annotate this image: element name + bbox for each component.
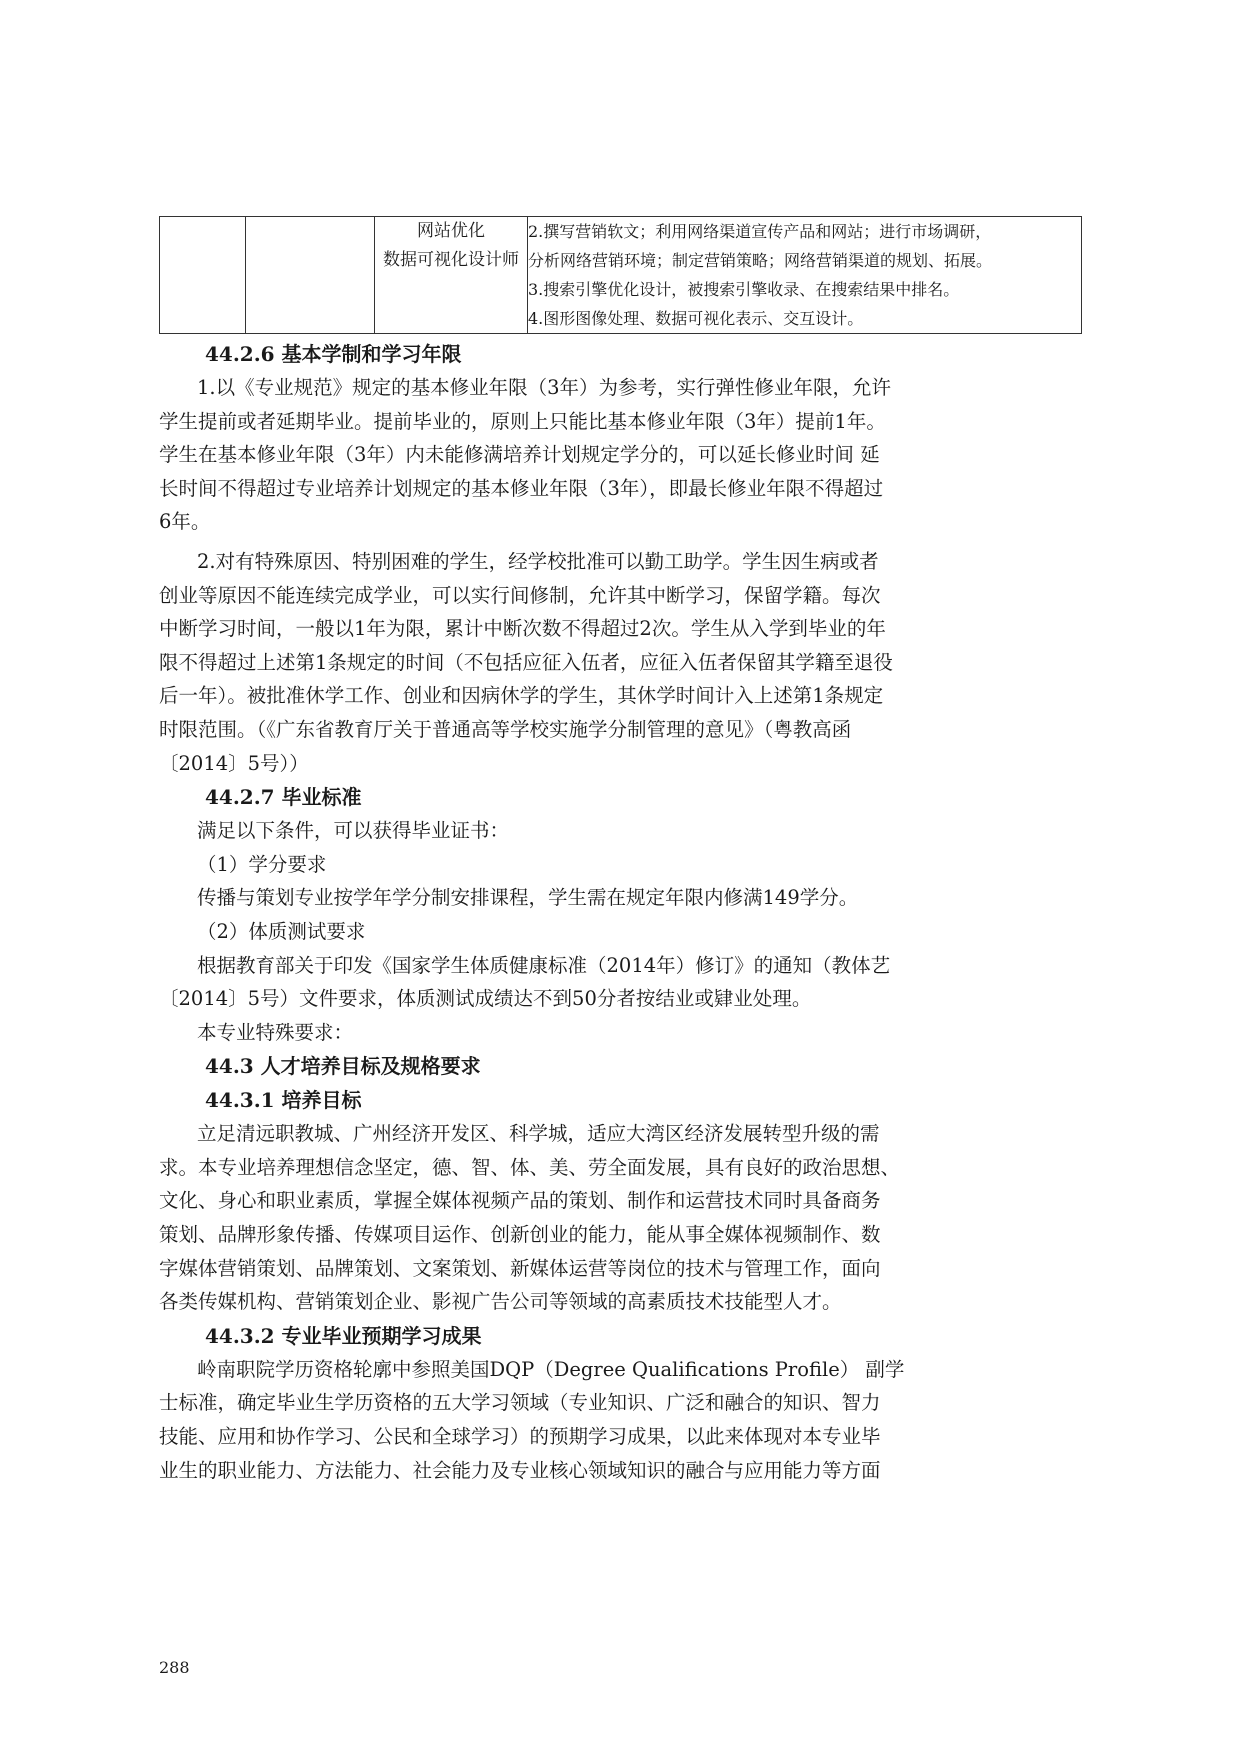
text-line: 技能、应用和协作学习、公民和全球学习）的预期学习成果，以此来体现对本专业毕 — [159, 1425, 881, 1449]
document-body — [159, 337, 1089, 1487]
text-line: 满足以下条件，可以获得毕业证书： — [197, 819, 510, 843]
page-number: 288 — [159, 1658, 190, 1677]
duty-line: 3.搜索引擎优化设计，被搜索引擎收录、在搜索结果中排名。 — [528, 280, 960, 299]
text-line: 传播与策划专业按学年学分制安排课程，学生需在规定年限内修满149学分。 — [197, 886, 859, 910]
job-position-cell — [375, 217, 528, 334]
duty-line: 分析网络营销环境；制定营销策略；网络营销渠道的规划、拓展。 — [528, 251, 993, 270]
section-heading-44-3: 44.3 人才培养目标及规格要求 — [205, 1054, 481, 1079]
section-heading-44-2-7: 44.2.7 毕业标准 — [205, 785, 362, 810]
text-line: 限不得超过上述第1条规定的时间（不包括应征入伍者，应征入伍者保留其学籍至退役 — [159, 650, 893, 674]
job-duty-cell — [528, 217, 1082, 334]
text-line: 中断学习时间，一般以1年为限，累计中断次数不得超过2次。学生从入学到毕业的年 — [159, 617, 886, 641]
text-line: 学生提前或者延期毕业。提前毕业的，原则上只能比基本修业年限（3年）提前1年。 — [159, 409, 886, 433]
duty-line: 2.撰写营销软文；利用网络渠道宣传产品和网站；进行市场调研， — [528, 222, 992, 241]
position-name: 网站优化 — [417, 221, 485, 241]
table-cell-empty — [160, 217, 246, 334]
text-line: 求。本专业培养理想信念坚定，德、智、体、美、劳全面发展，具有良好的政治思想、 — [159, 1155, 901, 1179]
text-line: 〔2014〕5号）文件要求，体质测试成绩达不到50分者按结业或肄业处理。 — [159, 987, 812, 1011]
text-line: 1.以《专业规范》规定的基本修业年限（3年）为参考，实行弹性修业年限，允许 — [197, 376, 892, 399]
paragraph-training-goal — [159, 1117, 1089, 1319]
text-line: 文化、身心和职业素质，掌握全媒体视频产品的策划、制作和运营技术同时具备商务 — [159, 1189, 881, 1213]
paragraph-learning-outcomes — [159, 1353, 1089, 1487]
paragraph-study-years — [159, 371, 1089, 539]
text-line: 学生在基本修业年限（3年）内未能修满培养计划规定学分的，可以延长修业时间 延 — [159, 443, 880, 467]
text-line: 后一年）。被批准休学工作、创业和因病休学的学生，其休学时间计入上述第1条规定 — [159, 684, 884, 708]
graduation-standard — [159, 814, 1089, 1049]
text-line: 字媒体营销策划、品牌策划、文案策划、新媒体运营等岗位的技术与管理工作，面向 — [159, 1256, 881, 1280]
section-heading-44-3-2: 44.3.2 专业毕业预期学习成果 — [205, 1323, 482, 1348]
text-line: 创业等原因不能连续完成学业，可以实行间修制，允许其中断学习，保留学籍。每次 — [159, 583, 881, 607]
position-name: 数据可视化设计师 — [383, 250, 519, 270]
section-heading-44-3-1: 44.3.1 培养目标 — [205, 1088, 362, 1113]
text-line: （2）体质测试要求 — [197, 919, 366, 943]
section-heading-44-2-6: 44.2.6 基本学制和学习年限 — [205, 342, 462, 366]
text-line: 本专业特殊要求： — [197, 1020, 354, 1044]
table-row — [160, 217, 1082, 334]
text-line: 策划、品牌形象传播、传媒项目运作、创新创业的能力，能从事全媒体视频制作、数 — [159, 1223, 881, 1247]
text-line: 各类传媒机构、营销策划企业、影视广告公司等领域的高素质技术技能型人才。 — [159, 1290, 842, 1314]
text-line: 长时间不得超过专业培养计划规定的基本修业年限（3年），即最长修业年限不得超过 — [159, 476, 884, 500]
text-line: 〔2014〕5号）） — [159, 751, 309, 775]
job-duty-table — [159, 216, 1082, 334]
text-line: 业生的职业能力、方法能力、社会能力及专业核心领域知识的融合与应用能力等方面 — [159, 1458, 881, 1482]
text-line: 6年。 — [159, 510, 211, 534]
text-line: （1）学分要求 — [197, 852, 327, 876]
table-cell-empty — [246, 217, 375, 334]
text-line: 根据教育部关于印发《国家学生体质健康标准（2014年）修订》的通知（教体艺 — [197, 953, 891, 977]
text-line: 立足清远职教城、广州经济开发区、科学城，适应大湾区经济发展转型升级的需 — [197, 1122, 880, 1146]
duty-line: 4.图形图像处理、数据可视化表示、交互设计。 — [528, 309, 864, 328]
paragraph-suspension — [159, 545, 1089, 780]
text-line: 岭南职院学历资格轮廓中参照美国DQP（Degree Qualifications Profile） 副学 — [197, 1357, 905, 1381]
text-line: 2.对有特殊原因、特别困难的学生，经学校批准可以勤工助学。学生因生病或者 — [197, 549, 879, 573]
text-line: 士标准，确定毕业生学历资格的五大学习领域（专业知识、广泛和融合的知识、智力 — [159, 1391, 881, 1415]
text-line: 时限范围。（《广东省教育厅关于普通高等学校实施学分制管理的意见》（粤教高函 — [159, 717, 852, 741]
